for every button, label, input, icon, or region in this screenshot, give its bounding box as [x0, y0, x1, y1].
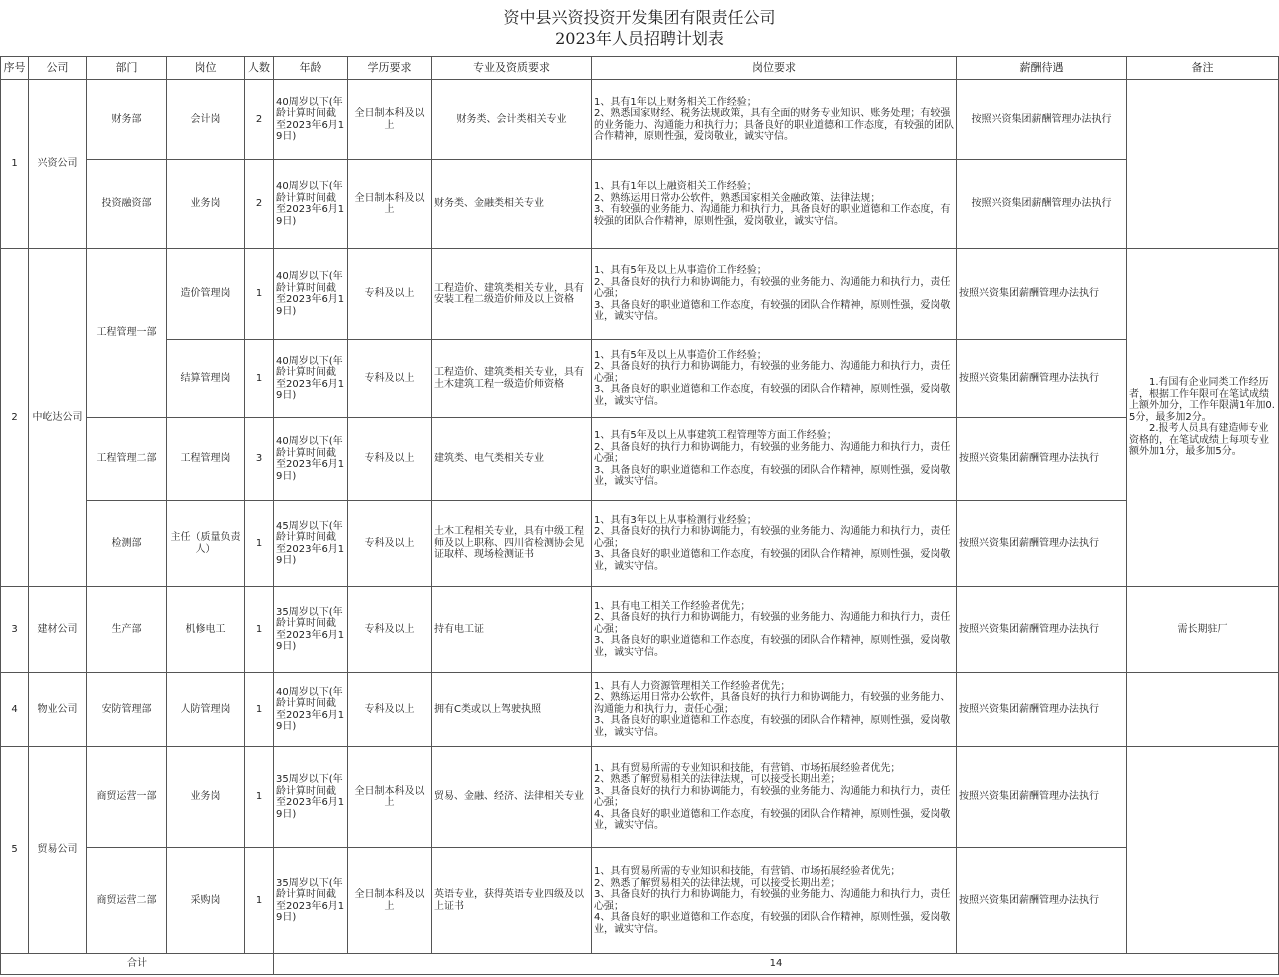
duty-line: 4、具备良好的职业道德和工作态度，有较强的团队合作精神，原则性强，爱岗敬业，诚实守信。	[594, 808, 951, 831]
major-cell: 财务类、会计类相关专业	[432, 80, 592, 160]
recruitment-table	[0, 56, 1279, 975]
duty-line: 2、熟悉了解贸易相关的法律法规，可以接受长期出差；	[594, 877, 841, 889]
company-no: 2	[1, 249, 29, 587]
post-cell: 机修电工	[167, 587, 245, 673]
total-row	[1, 954, 1279, 975]
count-cell: 1	[245, 340, 274, 418]
count-cell: 1	[245, 848, 274, 954]
duties-cell	[592, 249, 957, 340]
duty-line: 2、具备良好的执行力和协调能力，有较强的业务能力、沟通能力和执行力，责任心强；	[594, 361, 951, 384]
post-cell: 人防管理岗	[167, 673, 245, 747]
remark-line: 2.报考人员具有建造师专业资格的，在笔试成绩上每项专业额外加1分，最多加5分。	[1129, 423, 1269, 458]
document-title: 资中县兴资投资开发集团有限责任公司	[503, 8, 776, 27]
edu-cell: 全日制本科及以上	[348, 747, 432, 848]
table-row	[1, 340, 1279, 418]
edu-cell: 专科及以上	[348, 587, 432, 673]
header-edu: 学历要求	[348, 57, 432, 80]
count-cell: 1	[245, 747, 274, 848]
duty-line: 2、熟练运用日常办公软件，具备良好的执行力和协调能力，有较强的业务能力、沟通能力和执行力，责任心强；	[594, 692, 951, 715]
duty-line: 3、具备良好的职业道德和工作态度，有较强的团队合作精神，原则性强，爱岗敬业，诚实守信。	[594, 635, 951, 658]
salary-cell: 按照兴资集团薪酬管理办法执行	[957, 848, 1127, 954]
header-duties: 岗位要求	[592, 57, 957, 80]
duties-cell	[592, 160, 957, 249]
major-cell: 贸易、金融、经济、法律相关专业	[432, 747, 592, 848]
post-cell: 结算管理岗	[167, 340, 245, 418]
company-name: 物业公司	[29, 673, 87, 747]
duty-line: 2、熟练运用日常办公软件，熟悉国家相关金融政策、法律法规；	[594, 192, 881, 204]
salary-cell: 按照兴资集团薪酬管理办法执行	[957, 673, 1127, 747]
count-cell: 1	[245, 673, 274, 747]
duty-line: 3、具备良好的执行力和协调能力，有较强的业务能力、沟通能力和执行力，责任心强；	[594, 785, 951, 808]
duties-cell	[592, 80, 957, 160]
company-name: 贸易公司	[29, 747, 87, 954]
title-block	[0, 0, 1279, 56]
age-cell: 40周岁以下(年龄计算时间截至2023年6月19日)	[274, 418, 348, 501]
duty-line: 1、具有贸易所需的专业知识和技能，有营销、市场拓展经验者优先；	[594, 866, 901, 877]
age-cell: 40周岁以下(年龄计算时间截至2023年6月19日)	[274, 340, 348, 418]
duty-line: 2、熟悉了解贸易相关的法律法规，可以接受长期出差；	[594, 774, 841, 785]
edu-cell: 专科及以上	[348, 340, 432, 418]
edu-cell: 全日制本科及以上	[348, 848, 432, 954]
company-no: 5	[1, 747, 29, 954]
header-row	[1, 57, 1279, 80]
header-company: 公司	[29, 57, 87, 80]
age-cell: 40周岁以下(年龄计算时间截至2023年6月19日)	[274, 160, 348, 249]
duties-cell	[592, 340, 957, 418]
duty-line: 1、具有5年及以上从事造价工作经验；	[594, 265, 767, 277]
duty-line: 3、具备良好的职业道德和工作态度，有较强的团队合作精神，原则性强，爱岗敬业，诚实守信。	[594, 464, 951, 488]
duties-cell	[592, 418, 957, 501]
major-cell: 工程造价、建筑类相关专业，具有安装工程二级造价师及以上资格	[432, 249, 592, 340]
duty-line: 4、具备良好的职业道德和工作态度，有较强的团队合作精神，原则性强，爱岗敬业，诚实守信。	[594, 912, 951, 935]
remark-cell: 需长期驻厂	[1127, 587, 1279, 673]
remark-cell-empty	[1127, 673, 1279, 747]
duty-line: 2、熟悉国家财经、税务法规政策，具有全面的财务专业知识、账务处理；有较强的业务能力、沟通能力和执行力；具备良好的职业道德和工作态度，有较强的团队合作精神，原则性强，爱岗敬业，诚实守信。	[594, 108, 954, 142]
dept-cell: 财务部	[87, 80, 167, 160]
table-row	[1, 418, 1279, 501]
duty-line: 3、具备良好的职业道德和工作态度，有较强的团队合作精神，原则性强，爱岗敬业，诚实守信。	[594, 715, 951, 738]
remark-cell-empty	[1127, 80, 1279, 249]
dept-cell: 商贸运营一部	[87, 747, 167, 848]
salary-cell: 按照兴资集团薪酬管理办法执行	[957, 418, 1127, 501]
count-cell: 1	[245, 501, 274, 587]
header-major: 专业及资质要求	[432, 57, 592, 80]
major-cell: 英语专业，获得英语专业四级及以上证书	[432, 848, 592, 954]
post-cell: 工程管理岗	[167, 418, 245, 501]
dept-cell: 投资融资部	[87, 160, 167, 249]
total-value: 14	[274, 954, 1279, 975]
dept-cell: 工程管理二部	[87, 418, 167, 501]
remark-cell-empty	[1127, 747, 1279, 954]
count-cell: 1	[245, 587, 274, 673]
edu-cell: 全日制本科及以上	[348, 80, 432, 160]
count-cell: 1	[245, 249, 274, 340]
duty-line: 1、具有人力资源管理相关工作经验者优先；	[594, 680, 791, 692]
salary-cell: 按照兴资集团薪酬管理办法执行	[957, 747, 1127, 848]
age-cell: 40周岁以下(年龄计算时间截至2023年6月19日)	[274, 80, 348, 160]
dept-cell: 检测部	[87, 501, 167, 587]
table-row	[1, 673, 1279, 747]
major-cell: 拥有C类或以上驾驶执照	[432, 673, 592, 747]
duties-cell	[592, 501, 957, 587]
duty-line: 1、具有3年以上从事检测行业经验；	[594, 514, 757, 526]
count-cell: 3	[245, 418, 274, 501]
duty-line: 2、具备良好的执行力和协调能力，有较强的业务能力、沟通能力和执行力，责任心强；	[594, 276, 951, 300]
duty-line: 1、具有1年以上融资相关工作经验；	[594, 181, 757, 192]
company-no: 1	[1, 80, 29, 249]
salary-cell: 按照兴资集团薪酬管理办法执行	[957, 249, 1127, 340]
table-row	[1, 249, 1279, 340]
duty-line: 2、具备良好的执行力和协调能力，有较强的业务能力、沟通能力和执行力，责任心强；	[594, 526, 951, 549]
header-no: 序号	[1, 57, 29, 80]
header-dept: 部门	[87, 57, 167, 80]
dept-cell: 安防管理部	[87, 673, 167, 747]
header-remark: 备注	[1127, 57, 1279, 80]
duty-line: 1、具有1年以上财务相关工作经验；	[594, 96, 757, 108]
edu-cell: 专科及以上	[348, 501, 432, 587]
age-cell: 35周岁以下(年龄计算时间截至2023年6月19日)	[274, 848, 348, 954]
header-post: 岗位	[167, 57, 245, 80]
major-cell: 工程造价、建筑类相关专业，具有土木建筑工程一级造价师资格	[432, 340, 592, 418]
duty-line: 3、具备良好的职业道德和工作态度，有较强的团队合作精神，原则性强，爱岗敬业，诚实守信。	[594, 549, 951, 572]
company-name: 兴资公司	[29, 80, 87, 249]
remark-cell	[1127, 249, 1279, 587]
count-cell: 2	[245, 160, 274, 249]
table-row	[1, 747, 1279, 848]
duties-cell	[592, 673, 957, 747]
table-row	[1, 587, 1279, 673]
total-label: 合计	[1, 954, 274, 975]
duty-line: 3、具备良好的职业道德和工作态度，有较强的团队合作精神，原则性强，爱岗敬业，诚实守信。	[594, 299, 951, 323]
count-cell: 2	[245, 80, 274, 160]
duty-line: 1、具有电工相关工作经验者优先；	[594, 600, 751, 612]
header-age: 年龄	[274, 57, 348, 80]
duty-line: 1、具有贸易所需的专业知识和技能，有营销、市场拓展经验者优先；	[594, 762, 901, 774]
edu-cell: 全日制本科及以上	[348, 160, 432, 249]
salary-cell: 按照兴资集团薪酬管理办法执行	[957, 587, 1127, 673]
dept-cell: 商贸运营二部	[87, 848, 167, 954]
document-subtitle: 2023年人员招聘计划表	[555, 29, 724, 48]
dept-cell: 工程管理一部	[87, 249, 167, 418]
header-count: 人数	[245, 57, 274, 80]
duty-line: 2、具备良好的执行力和协调能力，有较强的业务能力、沟通能力和执行力，责任心强；	[594, 612, 951, 635]
company-no: 4	[1, 673, 29, 747]
post-cell: 业务岗	[167, 747, 245, 848]
table-row	[1, 501, 1279, 587]
major-cell: 持有电工证	[432, 587, 592, 673]
post-cell: 造价管理岗	[167, 249, 245, 340]
major-cell: 土木工程相关专业，具有中级工程师及以上职称、四川省检测协会见证取样、现场检测证书	[432, 501, 592, 587]
post-cell: 业务岗	[167, 160, 245, 249]
age-cell: 40周岁以下(年龄计算时间截至2023年6月19日)	[274, 673, 348, 747]
dept-cell: 生产部	[87, 587, 167, 673]
duties-cell	[592, 747, 957, 848]
duty-line: 1、具有5年及以上从事建筑工程管理等方面工作经验；	[594, 430, 837, 442]
table-row	[1, 848, 1279, 954]
duty-line: 2、具备良好的执行力和协调能力，有较强的业务能力、沟通能力和执行力，责任心强；	[594, 441, 951, 465]
post-cell: 主任（质量负责人）	[167, 501, 245, 587]
table-row	[1, 80, 1279, 160]
salary-cell: 按照兴资集团薪酬管理办法执行	[957, 160, 1127, 249]
duty-line: 3、具备良好的执行力和协调能力，有较强的业务能力、沟通能力和执行力，责任心强；	[594, 889, 951, 912]
duties-cell	[592, 587, 957, 673]
salary-cell: 按照兴资集团薪酬管理办法执行	[957, 501, 1127, 587]
duty-line: 3、有较强的业务能力、沟通能力和执行力，具备良好的职业道德和工作态度，有较强的团队合作精神，原则性强，爱岗敬业，诚实守信。	[594, 204, 951, 227]
duties-cell	[592, 848, 957, 954]
major-cell: 财务类、金融类相关专业	[432, 160, 592, 249]
duty-line: 1、具有5年及以上从事造价工作经验；	[594, 349, 767, 361]
salary-cell: 按照兴资集团薪酬管理办法执行	[957, 80, 1127, 160]
salary-cell: 按照兴资集团薪酬管理办法执行	[957, 340, 1127, 418]
age-cell: 45周岁以下(年龄计算时间截至2023年6月19日)	[274, 501, 348, 587]
post-cell: 采购岗	[167, 848, 245, 954]
duty-line: 3、具备良好的职业道德和工作态度，有较强的团队合作精神，原则性强，爱岗敬业，诚实守信。	[594, 384, 951, 407]
age-cell: 35周岁以下(年龄计算时间截至2023年6月19日)	[274, 587, 348, 673]
edu-cell: 专科及以上	[348, 418, 432, 501]
company-no: 3	[1, 587, 29, 673]
company-name: 中屹达公司	[29, 249, 87, 587]
age-cell: 40周岁以下(年龄计算时间截至2023年6月19日)	[274, 249, 348, 340]
header-salary: 薪酬待遇	[957, 57, 1127, 80]
edu-cell: 专科及以上	[348, 673, 432, 747]
remark-line: 1.有国有企业同类工作经历者，根据工作年限可在笔试成绩上额外加分，工作年限满1年加0.5分，最多加2分。	[1129, 377, 1275, 423]
age-cell: 35周岁以下(年龄计算时间截至2023年6月19日)	[274, 747, 348, 848]
major-cell: 建筑类、电气类相关专业	[432, 418, 592, 501]
company-name: 建材公司	[29, 587, 87, 673]
post-cell: 会计岗	[167, 80, 245, 160]
edu-cell: 专科及以上	[348, 249, 432, 340]
table-row	[1, 160, 1279, 249]
